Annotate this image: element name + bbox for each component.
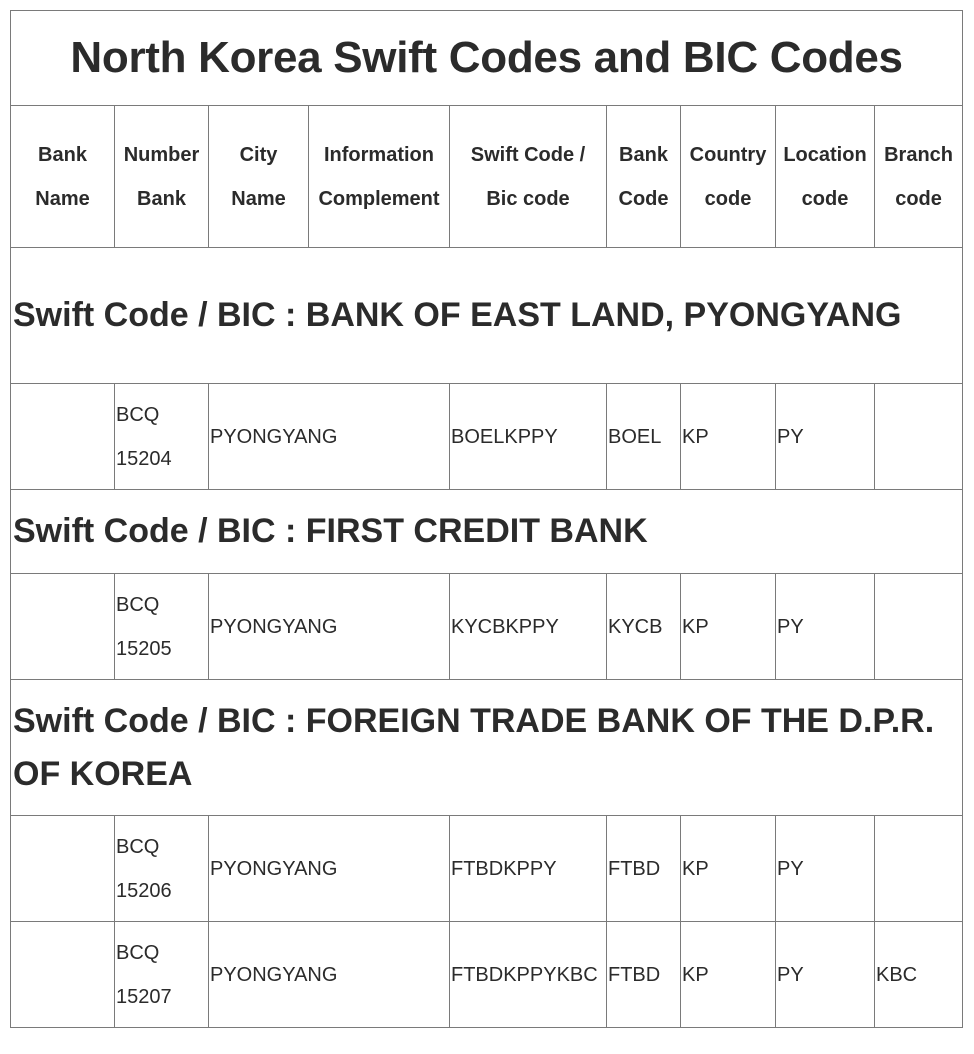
col-header-bank-code	[607, 106, 681, 248]
cell-location-code: PY	[776, 384, 875, 490]
cell-location-code: PY	[776, 574, 875, 680]
number-bank-line: BCQ	[116, 593, 160, 616]
bank-section-row	[11, 490, 963, 574]
cell-bank-code: KYCB	[607, 574, 681, 680]
cell-country-code: KP	[681, 384, 776, 490]
header-line: Bank	[137, 187, 186, 210]
cell-bank-code: BOEL	[607, 384, 681, 490]
cell-location-code: PY	[776, 922, 875, 1028]
table-row	[11, 384, 963, 490]
cell-location-code: PY	[776, 816, 875, 922]
table-row	[11, 574, 963, 680]
swift-codes-table	[10, 10, 963, 1028]
page-title: North Korea Swift Codes and BIC Codes	[11, 11, 963, 106]
header-line: Branch	[884, 143, 954, 166]
number-bank-line: 15206	[116, 879, 172, 902]
header-line: Location	[783, 143, 867, 166]
header-line: code	[895, 187, 942, 210]
col-header-bank-name	[11, 106, 115, 248]
cell-bank-name	[11, 574, 115, 680]
header-line: code	[704, 187, 752, 210]
bank-section-row	[11, 248, 963, 384]
number-bank-line: 15205	[116, 637, 172, 660]
bank-heading: Swift Code / BIC : FIRST CREDIT BANK	[11, 490, 963, 574]
cell-swift-code: BOELKPPY	[450, 384, 607, 490]
header-line: Code	[618, 187, 669, 210]
table-row	[11, 922, 963, 1028]
header-line: Number	[123, 143, 200, 166]
table-row	[11, 816, 963, 922]
col-header-city-name	[209, 106, 309, 248]
bank-heading: Swift Code / BIC : FOREIGN TRADE BANK OF THE D.P.R. OF KOREA	[11, 680, 963, 816]
header-line: code	[801, 187, 849, 210]
cell-branch-code	[875, 574, 963, 680]
number-bank-line: BCQ	[116, 835, 160, 858]
col-header-country-code	[681, 106, 776, 248]
cell-number-bank	[115, 574, 209, 680]
cell-country-code: KP	[681, 574, 776, 680]
cell-number-bank	[115, 816, 209, 922]
col-header-swift-code	[450, 106, 607, 248]
header-line: Name	[35, 187, 90, 210]
cell-city-name: PYONGYANG	[209, 384, 450, 490]
number-bank-line: BCQ	[116, 403, 160, 426]
col-header-number-bank	[115, 106, 209, 248]
header-line: Bank	[38, 143, 87, 166]
cell-bank-name	[11, 922, 115, 1028]
cell-bank-name	[11, 384, 115, 490]
cell-swift-code: FTBDKPPYKBC	[450, 922, 607, 1028]
bank-section-row	[11, 680, 963, 816]
cell-bank-code: FTBD	[607, 816, 681, 922]
cell-branch-code	[875, 816, 963, 922]
cell-number-bank	[115, 922, 209, 1028]
col-header-branch-code	[875, 106, 963, 248]
cell-city-name: PYONGYANG	[209, 816, 450, 922]
cell-country-code: KP	[681, 922, 776, 1028]
number-bank-line: 15207	[116, 985, 172, 1008]
col-header-location-code	[776, 106, 875, 248]
header-line: Name	[231, 187, 286, 210]
header-line: Bic code	[486, 187, 570, 210]
header-line: Information	[324, 143, 434, 166]
cell-number-bank	[115, 384, 209, 490]
bank-heading: Swift Code / BIC : BANK OF EAST LAND, PYONGYANG	[11, 248, 963, 384]
cell-bank-name	[11, 816, 115, 922]
cell-branch-code: KBC	[875, 922, 963, 1028]
header-line: Complement	[318, 187, 440, 210]
cell-swift-code: KYCBKPPY	[450, 574, 607, 680]
number-bank-line: 15204	[116, 447, 172, 470]
cell-bank-code: FTBD	[607, 922, 681, 1028]
col-header-information-complement	[309, 106, 450, 248]
header-line: Swift Code /	[470, 143, 586, 166]
cell-city-name: PYONGYANG	[209, 574, 450, 680]
header-line: City	[239, 143, 278, 166]
cell-swift-code: FTBDKPPY	[450, 816, 607, 922]
column-header-row	[11, 106, 963, 248]
number-bank-line: BCQ	[116, 941, 160, 964]
header-line: Bank	[619, 143, 668, 166]
cell-branch-code	[875, 384, 963, 490]
header-line: Country	[689, 143, 767, 166]
title-row	[11, 11, 963, 106]
cell-city-name: PYONGYANG	[209, 922, 450, 1028]
cell-country-code: KP	[681, 816, 776, 922]
